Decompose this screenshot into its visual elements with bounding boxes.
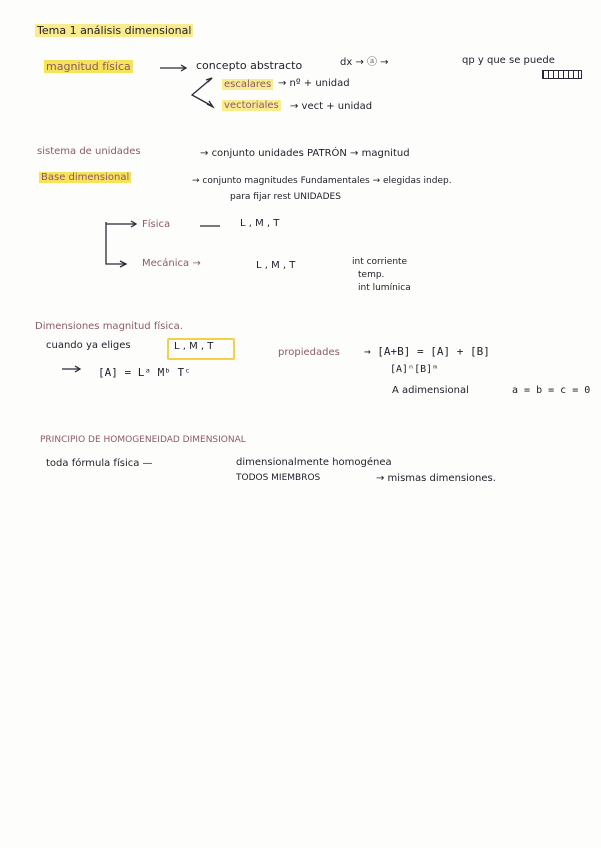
qp-text: qp y que se puede <box>462 55 555 66</box>
mismas-dimensiones: → mismas dimensiones. <box>376 473 496 484</box>
property-adimensional-eq: a = b = c = 0 <box>512 385 591 396</box>
cuando-eliges-text: cuando ya eliges <box>46 340 131 351</box>
property-sum: → [A+B] = [A] + [B] <box>364 345 490 358</box>
fisica-label: Física <box>142 219 171 230</box>
principio-heading: PRINCIPIO DE HOMOGENEIDAD DIMENSIONAL <box>40 435 246 445</box>
vectoriales-label: vectoriales <box>224 100 279 111</box>
dx-chain-text: dx → ⓐ → <box>340 57 389 68</box>
mecanica-label: Mecánica → <box>142 258 201 269</box>
ruler-icon <box>542 70 582 79</box>
base-dimensional-definition: → conjunto magnitudes Fundamentales → elegidas indep. <box>192 176 452 186</box>
page-title: Tema 1 análisis dimensional <box>37 24 192 37</box>
bracket-dims: L , M , T <box>174 341 214 352</box>
todos-miembros: TODOS MIEMBROS <box>236 473 321 483</box>
sistema-unidades-label: sistema de unidades <box>37 146 141 157</box>
escalares-definition: → nº + unidad <box>278 78 350 89</box>
concepto-abstracto-text: concepto abstracto <box>196 59 303 72</box>
escalares-label: escalares <box>224 79 272 90</box>
property-product: [A]ⁿ[B]ᵐ <box>390 364 439 375</box>
dimension-formula: [A] = Lᵃ Mᵇ Tᶜ <box>98 366 191 379</box>
extra-dimension-1: int corriente <box>352 257 408 267</box>
extra-dimension-3: int lumínica <box>358 283 411 293</box>
fisica-dimensions: L , M , T <box>240 218 280 229</box>
mecanica-dimensions: L , M , T <box>256 260 296 271</box>
base-dimensional-label: Base dimensional <box>41 172 130 183</box>
sistema-unidades-definition: → conjunto unidades PATRÓN → magnitud <box>200 148 410 159</box>
extra-dimension-2: temp. <box>358 270 385 280</box>
dimensionalmente-homogenea: dimensionalmente homogénea <box>236 457 392 468</box>
property-adimensional: A adimensional <box>392 385 469 396</box>
base-dimensional-definition-2: para fijar rest UNIDADES <box>230 192 341 202</box>
toda-formula-text: toda fórmula física — <box>46 458 153 469</box>
dimensiones-label: Dimensiones magnitud física. <box>35 321 183 332</box>
propiedades-label: propiedades <box>278 347 340 358</box>
vectoriales-definition: → vect + unidad <box>290 101 373 112</box>
magnitud-fisica-label: magnitud física <box>46 60 131 73</box>
